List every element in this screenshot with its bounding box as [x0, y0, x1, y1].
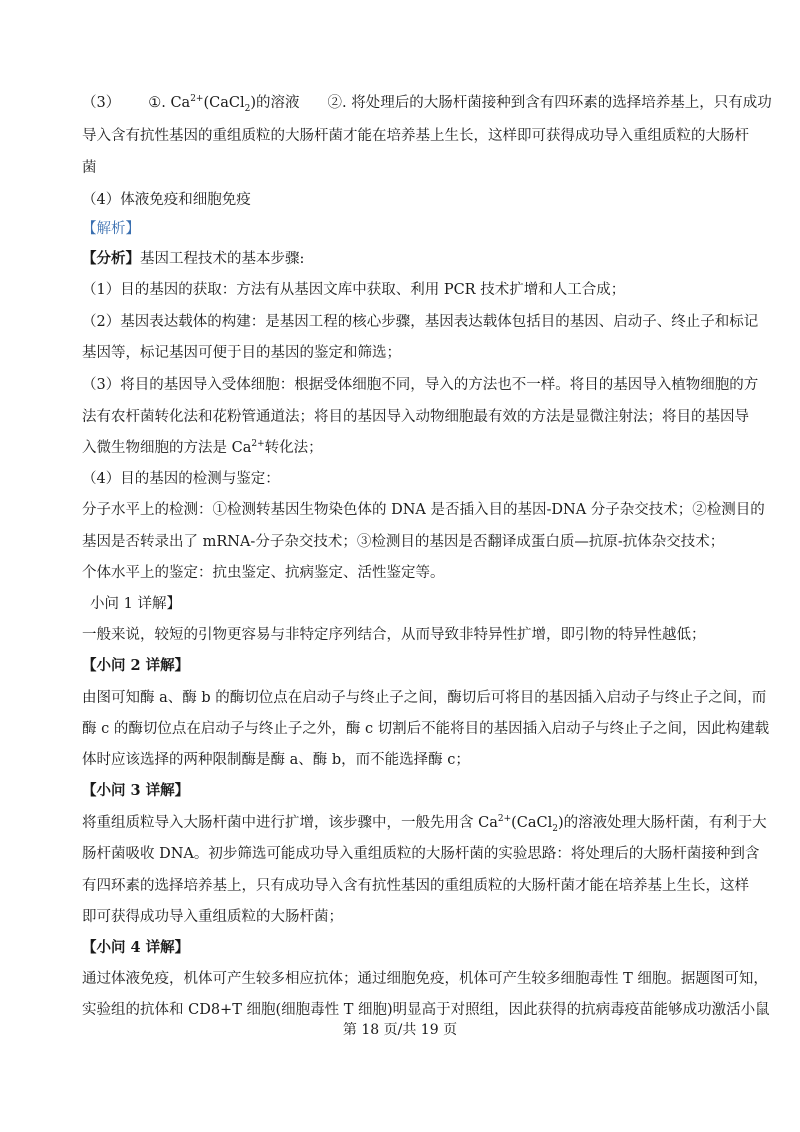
analysis-step2-line2: 基因等，标记基因可便于目的基因的鉴定和筛选； — [82, 345, 401, 361]
answer-q3-part1-sup: 2+ — [190, 94, 204, 105]
analysis-step3-line2: 法有农杆菌转化法和花粉管通道法；将目的基因导入动物细胞最有效的方法是显微注射法；将目的基因导 — [82, 409, 749, 425]
analysis-step3-line3 — [82, 438, 722, 458]
detail-q3-line1-sup: 2+ — [497, 814, 512, 825]
analysis-step3-line3-sup: 2+ — [251, 439, 265, 450]
analysis-step2-line1: （2）基因表达载体的构建：是基因工程的核心步骤，基因表达载体包括目的基因、启动子、终止子和标记 — [82, 314, 759, 330]
detail-q1-text: 一般来说，较短的引物更容易与非特定序列结合，从而导致非特异性扩增，即引物的特异性越低； — [82, 627, 706, 643]
detail-q4-heading: 【小问 4 详解】 — [82, 939, 190, 956]
detail-q1-heading: 小问 1 详解】 — [90, 596, 181, 612]
answer-q3-line3: 菌 — [82, 160, 97, 176]
detail-q3-line1-post: )的溶液处理大肠杆菌，有利于大 — [558, 815, 767, 831]
detail-q2-line1: 由图可知酶 a、酶 b 的酶切位点在启动子与终止子之间，酶切后可将目的基因插入启动子与终止子之间，而 — [82, 690, 767, 706]
answer-q3-part1-sub: 2 — [244, 103, 251, 114]
detail-q2-line3: 体时应该选择的两种限制酶是酶 a、酶 b，而不能选择酶 c； — [82, 752, 470, 768]
answer-q3-part1-post: )的溶液 — [250, 95, 300, 111]
answer-q4: （4）体液免疫和细胞免疫 — [82, 192, 251, 208]
analysis-molecular-line2: 基因是否转录出了 mRNA-分子杂交技术；③检测目的基因是否翻译成蛋白质—抗原-抗体杂交技术； — [82, 534, 725, 550]
answer-q3-line2: 导入含有抗性基因的重组质粒的大肠杆菌才能在培养基上生长，这样即可获得成功导入重组质粒的大肠杆 — [82, 128, 749, 144]
answer-q3-part1-mid: (CaCl — [203, 95, 245, 111]
analysis-intro-label: 【分析】 — [82, 250, 140, 267]
answer-q3-part1-mark: ①. — [148, 95, 166, 111]
answer-q3-prefix: （3） — [82, 95, 121, 111]
analysis-step3-line3-post: 转化法； — [264, 440, 323, 456]
analysis-step4: （4）目的基因的检测与鉴定： — [82, 471, 280, 487]
answer-q3-part2: ②. 将处理后的大肠杆菌接种到含有四环素的选择培养基上，只有成功 — [327, 95, 772, 111]
detail-q3-line4: 即可获得成功导入重组质粒的大肠杆菌； — [82, 909, 343, 925]
analysis-step3-line1: （3）将目的基因导入受体细胞：根据受体细胞不同，导入的方法也不一样。将目的基因导入植物细胞的方 — [82, 377, 759, 393]
detail-q3-line3: 有四环素的选择培养基上，只有成功导入含有抗性基因的重组质粒的大肠杆菌才能在培养基上生长，这样 — [82, 878, 749, 894]
answer-q3-part1-pre: Ca — [170, 95, 191, 111]
detail-q3-line1-mid: (CaCl — [511, 815, 553, 831]
detail-q4-line1: 通过体液免疫，机体可产生较多相应抗体；通过细胞免疫，机体可产生较多细胞毒性 T 细胞。据题图可知， — [82, 971, 768, 987]
analysis-step3-line3-pre: 入微生物细胞的方法是 Ca — [82, 440, 252, 456]
analysis-intro-text: 基因工程技术的基本步骤: — [140, 251, 305, 267]
analysis-heading: 【解析】 — [82, 221, 140, 237]
analysis-intro — [82, 249, 722, 269]
page-number: 第 18 页/共 19 页 — [342, 1022, 458, 1038]
detail-q3-line1-sub: 2 — [552, 823, 559, 834]
detail-q3-line1 — [82, 813, 767, 834]
detail-q3-heading: 【小问 3 详解】 — [82, 782, 190, 799]
analysis-individual: 个体水平上的鉴定：抗虫鉴定、抗病鉴定、活性鉴定等。 — [82, 565, 445, 581]
detail-q3-line2: 肠杆菌吸收 DNA。初步筛选可能成功导入重组质粒的大肠杆菌的实验思路：将处理后的大肠杆菌接种到含 — [82, 846, 760, 862]
detail-q4-line2: 实验组的抗体和 CD8+T 细胞(细胞毒性 T 细胞)明显高于对照组，因此获得的抗病毒疫苗能够成功激活小鼠 — [82, 1002, 770, 1018]
detail-q2-heading: 【小问 2 详解】 — [82, 657, 190, 674]
answer-q3-line1 — [82, 93, 772, 114]
detail-q2-line2: 酶 c 的酶切位点在启动子与终止子之外，酶 c 切割后不能将目的基因插入启动子与终止子之间，因此构建载 — [82, 721, 770, 737]
detail-q3-line1-pre: 将重组质粒导入大肠杆菌中进行扩增，该步骤中，一般先用含 Ca — [82, 815, 498, 831]
analysis-molecular-line1: 分子水平上的检测：①检测转基因生物染色体的 DNA 是否插入目的基因-DNA 分子杂交技术；②检测目的 — [82, 502, 765, 518]
analysis-step1: （1）目的基因的获取：方法有从基因文库中获取、利用 PCR 技术扩增和人工合成； — [82, 282, 626, 298]
